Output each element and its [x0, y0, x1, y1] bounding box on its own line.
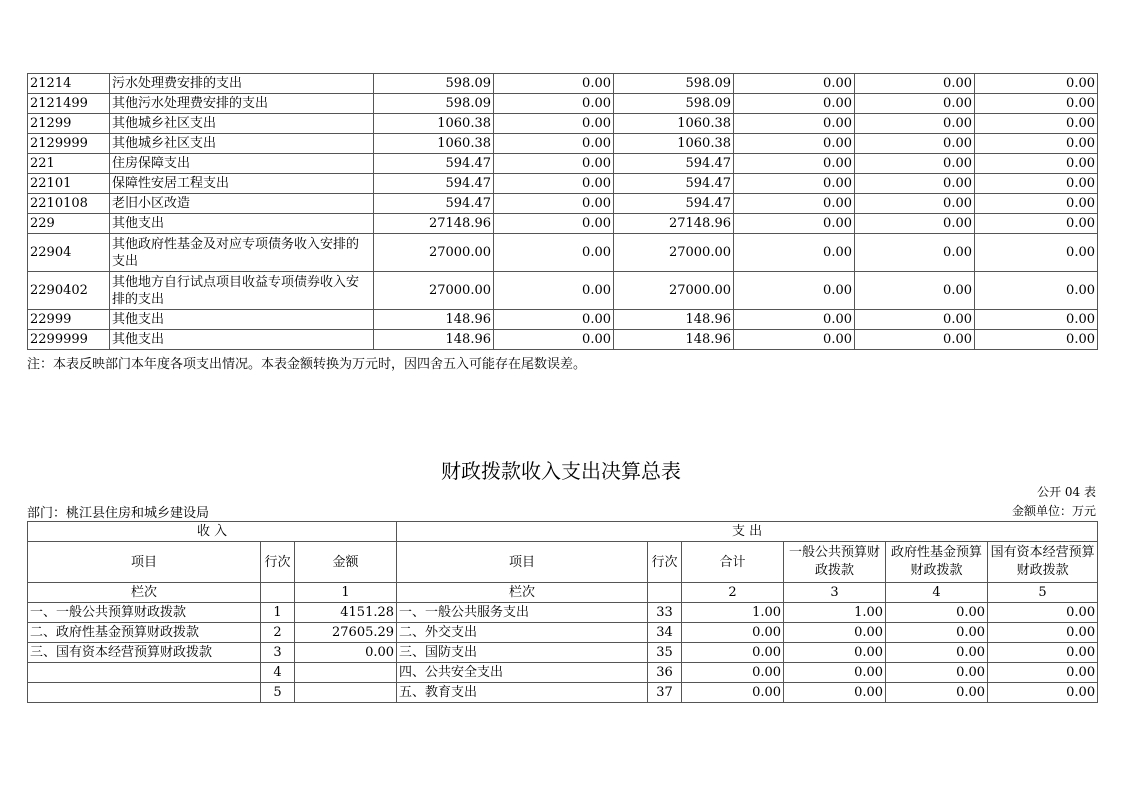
row-value: 0.00: [734, 74, 855, 94]
expenditure-detail-table: [27, 73, 1098, 350]
row-value: 148.96: [614, 330, 734, 350]
expense-total: 0.00: [682, 623, 784, 643]
row-value: 0.00: [494, 194, 614, 214]
col-number: 4: [886, 583, 988, 603]
expense-header: 支 出: [397, 522, 1098, 542]
expense-capital: 0.00: [988, 623, 1098, 643]
table-row: [28, 134, 1098, 154]
table-row: [28, 194, 1098, 214]
expense-item-header: 项目: [397, 542, 648, 583]
row-value: 1060.38: [374, 134, 494, 154]
table-row: [28, 234, 1098, 272]
column-label: 栏次: [397, 583, 648, 603]
expense-general: 1.00: [784, 603, 886, 623]
row-code: 2290402: [28, 272, 110, 310]
row-value: 0.00: [975, 272, 1098, 310]
expense-total: 1.00: [682, 603, 784, 623]
expense-general: 0.00: [784, 643, 886, 663]
expense-total: 0.00: [682, 643, 784, 663]
row-value: 0.00: [494, 234, 614, 272]
income-amount: 0.00: [295, 643, 397, 663]
expense-item: 一、一般公共服务支出: [397, 603, 648, 623]
row-value: 0.00: [494, 134, 614, 154]
income-item: [28, 683, 261, 703]
expense-line: 37: [648, 683, 682, 703]
row-value: 0.00: [494, 272, 614, 310]
table-row: [28, 94, 1098, 114]
expense-fund: 0.00: [886, 683, 988, 703]
column-label: 栏次: [28, 583, 261, 603]
row-value: 0.00: [855, 114, 975, 134]
income-line-header: 行次: [261, 542, 295, 583]
expense-fund: 0.00: [886, 603, 988, 623]
state-capital-header: 国有资本经营预算财政拨款: [988, 542, 1098, 583]
table-row: [28, 74, 1098, 94]
expense-capital: 0.00: [988, 643, 1098, 663]
row-value: 27148.96: [614, 214, 734, 234]
row-value: 27148.96: [374, 214, 494, 234]
row-name: 其他城乡社区支出: [110, 114, 374, 134]
row-name: 其他地方自行试点项目收益专项债券收入安排的支出: [110, 272, 374, 310]
row-name: 其他支出: [110, 214, 374, 234]
row-value: 594.47: [374, 154, 494, 174]
row-value: 0.00: [494, 74, 614, 94]
row-value: 0.00: [975, 330, 1098, 350]
row-value: 0.00: [494, 330, 614, 350]
expense-line: 33: [648, 603, 682, 623]
row-value: 1060.38: [614, 114, 734, 134]
row-value: 148.96: [614, 310, 734, 330]
row-name: 其他支出: [110, 330, 374, 350]
income-line: 3: [261, 643, 295, 663]
row-value: 0.00: [734, 234, 855, 272]
row-value: 598.09: [374, 94, 494, 114]
row-code: 2299999: [28, 330, 110, 350]
row-value: 0.00: [975, 114, 1098, 134]
row-code: 2129999: [28, 134, 110, 154]
table-row: [28, 623, 1098, 643]
row-value: 0.00: [494, 154, 614, 174]
fiscal-appropriation-summary-table: [27, 521, 1098, 703]
row-value: 27000.00: [374, 272, 494, 310]
expense-item: 四、公共安全支出: [397, 663, 648, 683]
row-value: 0.00: [975, 174, 1098, 194]
expense-total: 0.00: [682, 683, 784, 703]
income-item: [28, 663, 261, 683]
row-value: 0.00: [734, 272, 855, 310]
row-value: 0.00: [494, 310, 614, 330]
table-row: [28, 174, 1098, 194]
row-value: 0.00: [975, 214, 1098, 234]
expense-capital: 0.00: [988, 663, 1098, 683]
row-value: 0.00: [734, 114, 855, 134]
page-title: 财政拨款收入支出决算总表: [441, 459, 681, 483]
row-value: 1060.38: [614, 134, 734, 154]
income-item: 一、一般公共预算财政拨款: [28, 603, 261, 623]
row-value: 0.00: [855, 134, 975, 154]
row-value: 0.00: [855, 94, 975, 114]
col-number: 3: [784, 583, 886, 603]
general-budget-header: 一般公共预算财政拨款: [784, 542, 886, 583]
col-number: 1: [295, 583, 397, 603]
row-value: 27000.00: [374, 234, 494, 272]
row-value: 0.00: [734, 214, 855, 234]
row-value: 0.00: [855, 154, 975, 174]
table-row: [28, 603, 1098, 623]
row-value: 0.00: [975, 310, 1098, 330]
income-amount: 4151.28: [295, 603, 397, 623]
expense-line-header: 行次: [648, 542, 682, 583]
row-code: 2121499: [28, 94, 110, 114]
income-amount-header: 金额: [295, 542, 397, 583]
row-value: 598.09: [374, 74, 494, 94]
row-code: 21299: [28, 114, 110, 134]
expense-total: 0.00: [682, 663, 784, 683]
gov-fund-header: 政府性基金预算财政拨款: [886, 542, 988, 583]
table-note: 注：本表反映部门本年度各项支出情况。本表金额转换为万元时，因四舍五入可能存在尾数误差。: [27, 357, 587, 372]
row-value: 594.47: [374, 174, 494, 194]
row-value: 594.47: [614, 174, 734, 194]
expense-line: 34: [648, 623, 682, 643]
row-code: 22904: [28, 234, 110, 272]
row-value: 0.00: [855, 310, 975, 330]
row-value: 0.00: [494, 174, 614, 194]
row-value: 0.00: [734, 310, 855, 330]
income-line: 4: [261, 663, 295, 683]
row-value: 0.00: [734, 154, 855, 174]
income-item: 三、国有资本经营预算财政拨款: [28, 643, 261, 663]
unit-label: 金额单位：万元: [1011, 504, 1096, 518]
row-name: 污水处理费安排的支出: [110, 74, 374, 94]
row-value: 0.00: [734, 134, 855, 154]
expense-general: 0.00: [784, 683, 886, 703]
row-value: 594.47: [614, 154, 734, 174]
empty-cell: [648, 583, 682, 603]
row-value: 0.00: [734, 94, 855, 114]
col-number: 2: [682, 583, 784, 603]
table-row: [28, 214, 1098, 234]
expense-fund: 0.00: [886, 663, 988, 683]
row-value: 0.00: [975, 94, 1098, 114]
row-value: 598.09: [614, 74, 734, 94]
row-value: 0.00: [494, 114, 614, 134]
expense-capital: 0.00: [988, 603, 1098, 623]
row-code: 221: [28, 154, 110, 174]
row-value: 0.00: [975, 134, 1098, 154]
row-code: 22999: [28, 310, 110, 330]
row-value: 0.00: [855, 74, 975, 94]
row-value: 0.00: [734, 330, 855, 350]
row-name: 其他政府性基金及对应专项债务收入安排的支出: [110, 234, 374, 272]
row-value: 0.00: [855, 174, 975, 194]
row-value: 0.00: [494, 94, 614, 114]
row-value: 1060.38: [374, 114, 494, 134]
row-value: 0.00: [975, 194, 1098, 214]
department-label: 部门：桃江县住房和城乡建设局: [27, 506, 210, 521]
row-value: 0.00: [494, 214, 614, 234]
table-row: [28, 663, 1098, 683]
row-code: 21214: [28, 74, 110, 94]
income-line: 2: [261, 623, 295, 643]
row-name: 老旧小区改造: [110, 194, 374, 214]
row-value: 148.96: [374, 310, 494, 330]
expense-item: 二、外交支出: [397, 623, 648, 643]
income-amount: [295, 663, 397, 683]
expense-fund: 0.00: [886, 643, 988, 663]
row-value: 594.47: [614, 194, 734, 214]
row-value: 0.00: [855, 234, 975, 272]
table-row: [28, 272, 1098, 310]
expense-line: 35: [648, 643, 682, 663]
total-header: 合计: [682, 542, 784, 583]
row-name: 住房保障支出: [110, 154, 374, 174]
row-value: 0.00: [734, 174, 855, 194]
row-value: 598.09: [614, 94, 734, 114]
expense-item: 五、教育支出: [397, 683, 648, 703]
income-header: 收 入: [28, 522, 397, 542]
table-row: [28, 310, 1098, 330]
header-row-sections: [28, 522, 1098, 542]
row-value: 27000.00: [614, 272, 734, 310]
income-item-header: 项目: [28, 542, 261, 583]
row-value: 148.96: [374, 330, 494, 350]
row-name: 其他城乡社区支出: [110, 134, 374, 154]
expense-line: 36: [648, 663, 682, 683]
row-value: 0.00: [975, 154, 1098, 174]
table-row: [28, 114, 1098, 134]
column-number-row: [28, 583, 1098, 603]
row-code: 229: [28, 214, 110, 234]
income-line: 1: [261, 603, 295, 623]
table-row: [28, 330, 1098, 350]
row-name: 保障性安居工程支出: [110, 174, 374, 194]
form-code: 公开 04 表: [1037, 485, 1096, 499]
expense-fund: 0.00: [886, 623, 988, 643]
row-value: 594.47: [374, 194, 494, 214]
col-number: 5: [988, 583, 1098, 603]
row-value: 0.00: [855, 330, 975, 350]
expense-general: 0.00: [784, 623, 886, 643]
row-value: 0.00: [855, 194, 975, 214]
row-value: 0.00: [975, 74, 1098, 94]
income-line: 5: [261, 683, 295, 703]
row-value: 27000.00: [614, 234, 734, 272]
row-value: 0.00: [855, 272, 975, 310]
expense-capital: 0.00: [988, 683, 1098, 703]
row-code: 2210108: [28, 194, 110, 214]
empty-cell: [261, 583, 295, 603]
row-code: 22101: [28, 174, 110, 194]
income-item: 二、政府性基金预算财政拨款: [28, 623, 261, 643]
table-row: [28, 643, 1098, 663]
income-amount: 27605.29: [295, 623, 397, 643]
row-value: 0.00: [734, 194, 855, 214]
header-row-columns: [28, 542, 1098, 583]
row-name: 其他支出: [110, 310, 374, 330]
table-row: [28, 154, 1098, 174]
expense-general: 0.00: [784, 663, 886, 683]
row-name: 其他污水处理费安排的支出: [110, 94, 374, 114]
income-amount: [295, 683, 397, 703]
row-value: 0.00: [855, 214, 975, 234]
row-value: 0.00: [975, 234, 1098, 272]
table-row: [28, 683, 1098, 703]
expense-item: 三、国防支出: [397, 643, 648, 663]
